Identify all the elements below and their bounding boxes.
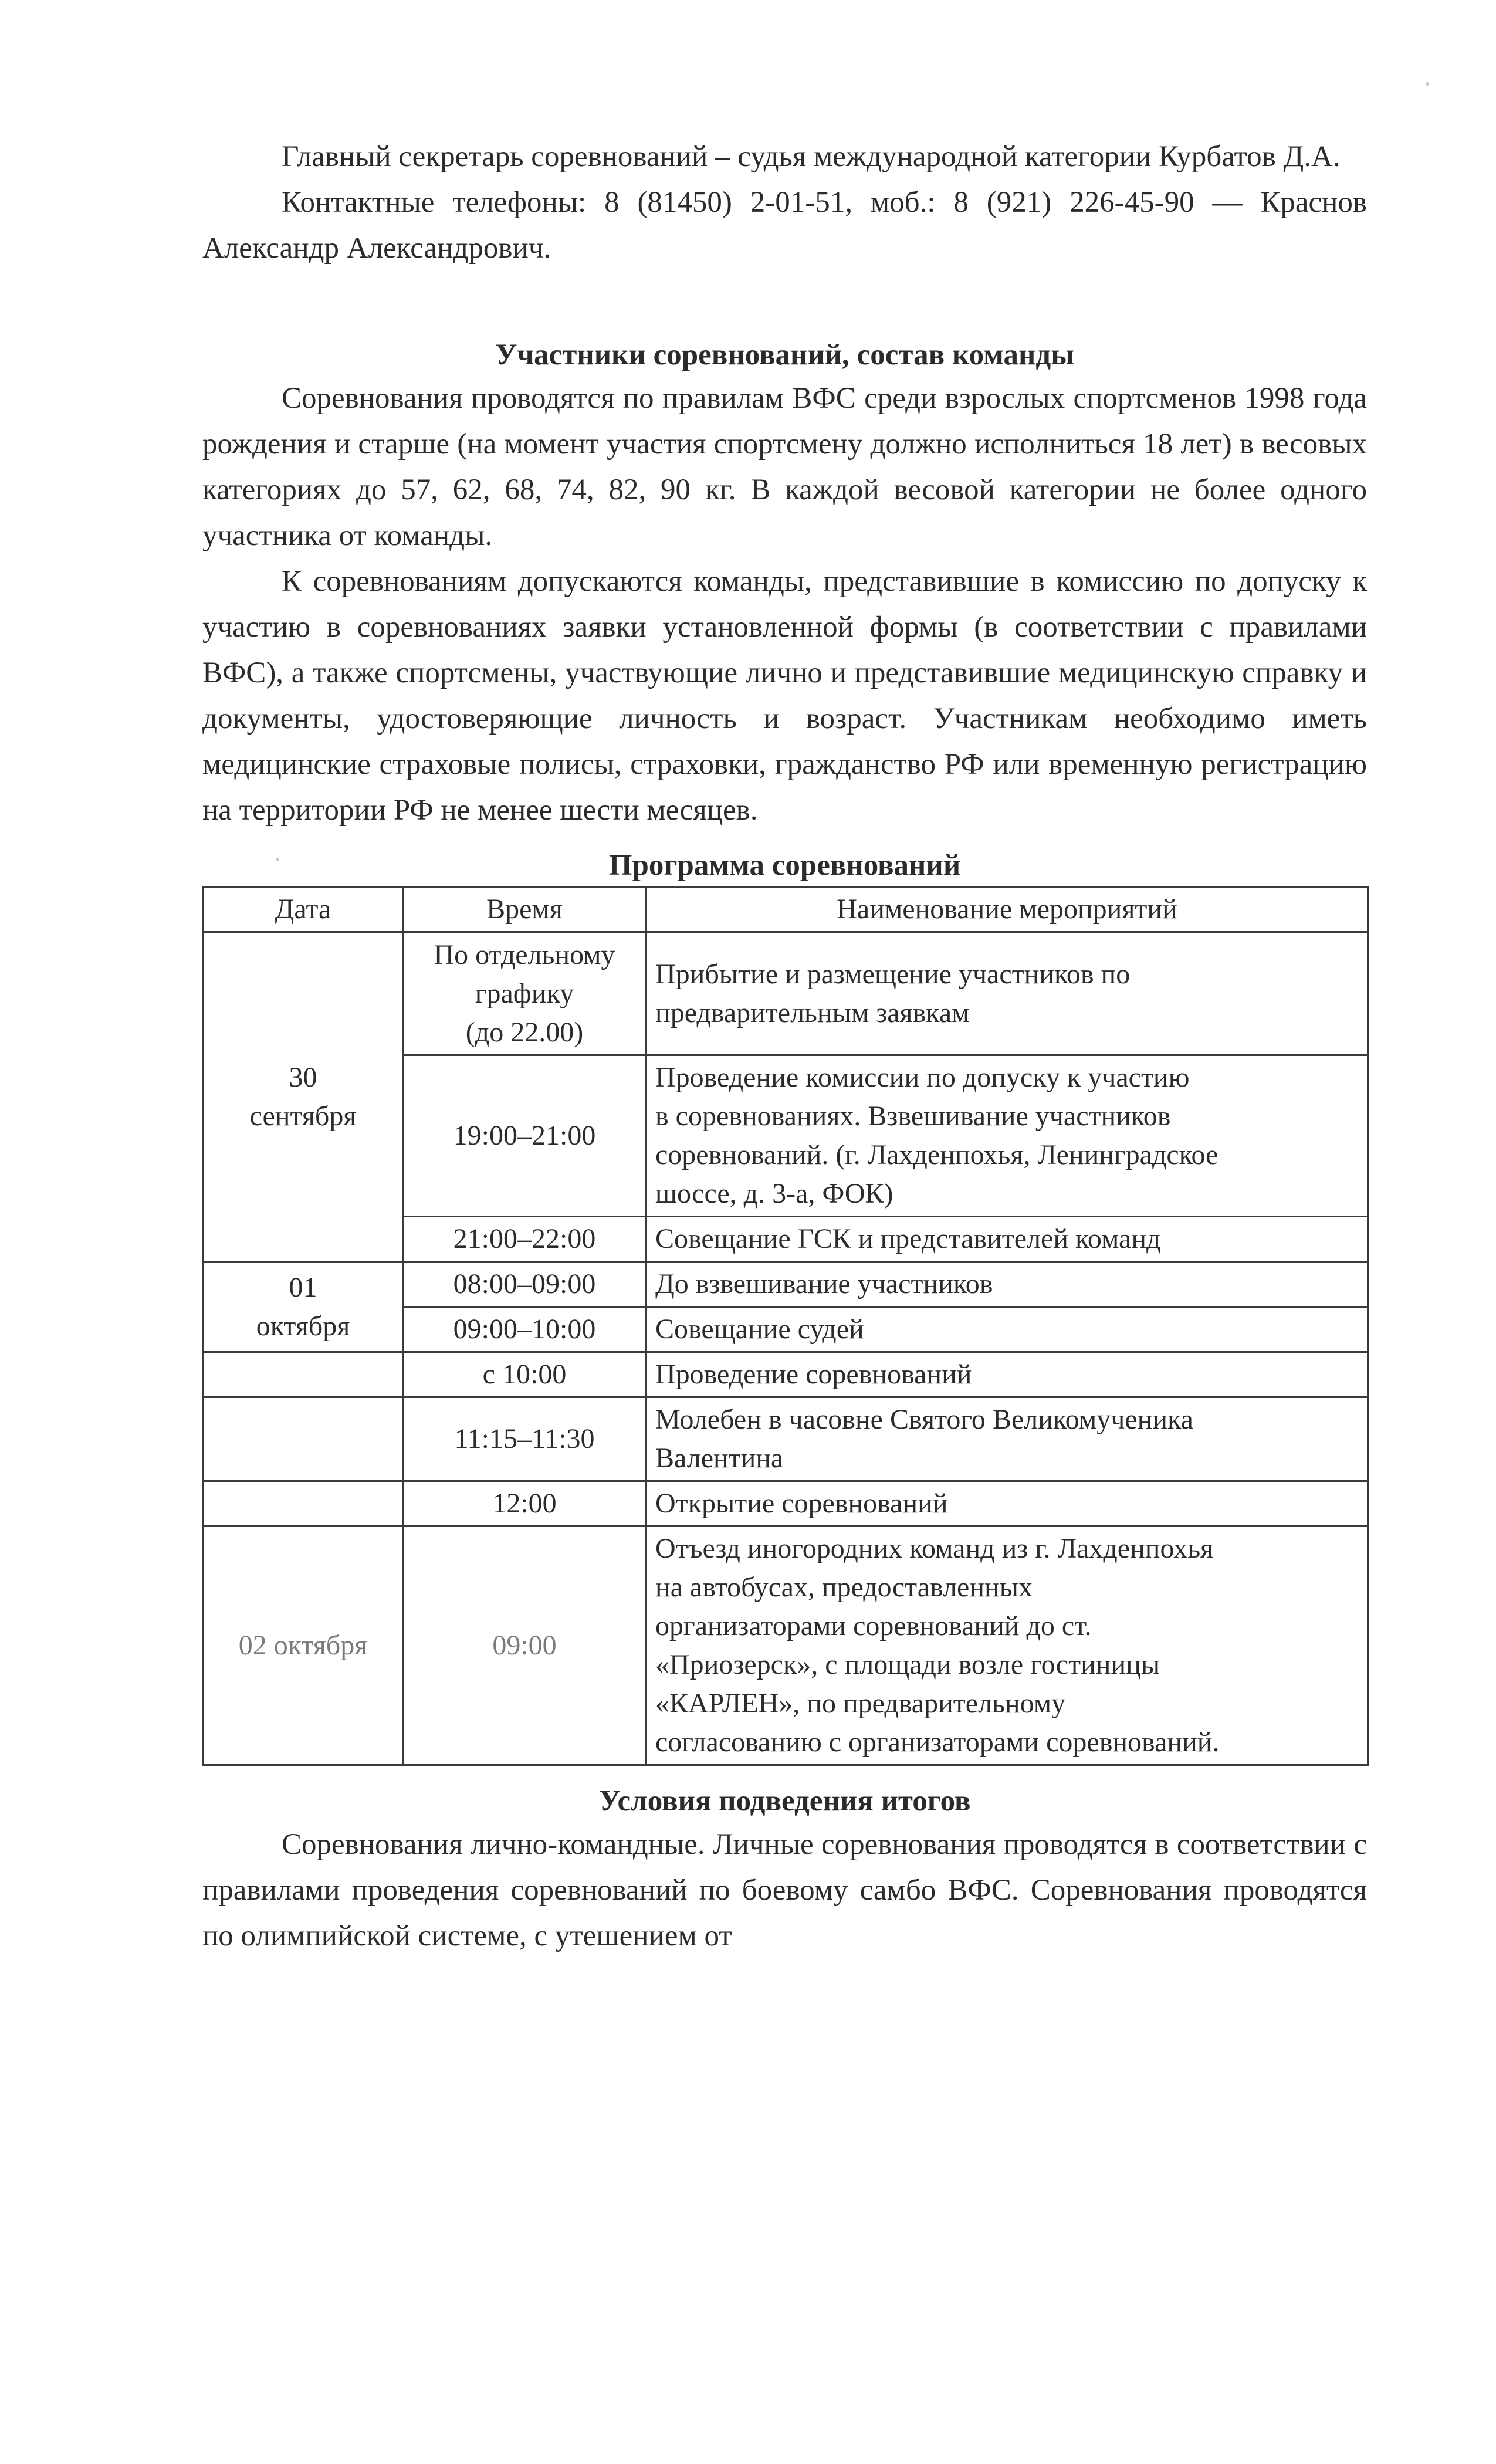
event-line: «КАРЛЕН», по предварительному (655, 1688, 1066, 1719)
date-cell (204, 1262, 403, 1352)
event-line: согласованию с организаторами соревнований. (655, 1727, 1220, 1758)
table-row (204, 1352, 1368, 1397)
date-cell (204, 1481, 403, 1527)
table-row (204, 1527, 1368, 1765)
time-cell: 09:00 (403, 1527, 647, 1765)
table-row (204, 932, 1368, 1055)
time-cell: 11:15–11:30 (403, 1397, 647, 1481)
scan-speck (1426, 82, 1429, 86)
time-cell: 21:00–22:00 (403, 1217, 647, 1262)
participants-section (202, 334, 1367, 833)
event-line: Молебен в часовне Святого Великомученика (655, 1404, 1193, 1435)
time-cell: 12:00 (403, 1481, 647, 1527)
date-cell (204, 1352, 403, 1397)
table-row (204, 1481, 1368, 1527)
time-line: (до 22.00) (465, 1016, 584, 1048)
table-header-row (204, 887, 1368, 932)
time-line: графику (475, 977, 574, 1009)
event-cell: Совещание судей (647, 1307, 1368, 1352)
time-cell: с 10:00 (403, 1352, 647, 1397)
program-table (202, 886, 1369, 1766)
event-cell: Открытие соревнований (647, 1481, 1368, 1527)
event-cell (647, 1055, 1368, 1217)
event-line: Отъезд иногородних команд из г. Лахденпохья (655, 1533, 1214, 1564)
column-header-event: Наименование мероприятий (647, 887, 1368, 932)
time-cell: 08:00–09:00 (403, 1262, 647, 1307)
program-heading-wrap (202, 845, 1367, 886)
event-line: «Приозерск», с площади возле гостиницы (655, 1649, 1160, 1680)
event-cell: Совещание ГСК и представителей команд (647, 1217, 1368, 1262)
time-cell (403, 932, 647, 1055)
time-cell: 09:00–10:00 (403, 1307, 647, 1352)
intro-section (202, 134, 1367, 271)
event-cell (647, 1397, 1368, 1481)
event-line: соревнований. (г. Лахденпохья, Ленинградское (655, 1139, 1219, 1170)
event-cell: Проведение соревнований (647, 1352, 1368, 1397)
column-header-date: Дата (204, 887, 403, 932)
event-line: в соревнованиях. Взвешивание участников (655, 1101, 1171, 1132)
date-cell (204, 1397, 403, 1481)
date-cell: 02 октября (204, 1527, 403, 1765)
results-paragraph: Соревнования лично-командные. Личные соревнования проводятся в соответствии с правилами проведения соревнований по боевому самбо ВФС. Соревнования проводятся по олимпийской системе, с утешением от (202, 1828, 1367, 1952)
program-heading: Программа соревнований (608, 849, 961, 882)
scan-speck (276, 858, 279, 861)
event-line: предварительным заявкам (655, 997, 970, 1028)
results-heading: Условия подведения итогов (598, 1785, 971, 1817)
event-line: на автобусах, предоставленных (655, 1572, 1033, 1603)
date-cell (204, 932, 403, 1262)
contact-phones-paragraph: Контактные телефоны: 8 (81450) 2-01-51, моб.: 8 (921) 226-45-90 — Краснов Александр Александрович. (202, 186, 1367, 265)
event-line: Валентина (655, 1443, 784, 1474)
date-month: сентября (249, 1100, 357, 1132)
date-day: 30 (289, 1061, 317, 1093)
event-line: организаторами соревнований до ст. (655, 1610, 1092, 1641)
participants-paragraph-rules: Соревнования проводятся по правилам ВФС среди взрослых спортсменов 1998 года рождения и старше (на момент участия спортсмену должно исполниться 18 лет) в весовых категориях до 57, 62, 68, 74, 82, 90 кг. В каждой весовой категории не более одного участника от команды. (202, 382, 1367, 552)
column-header-time: Время (403, 887, 647, 932)
event-cell: До взвешивание участников (647, 1262, 1368, 1307)
event-line: Проведение комиссии по допуску к участию (655, 1062, 1190, 1093)
time-line: По отдельному (434, 939, 615, 970)
event-line: Прибытие и размещение участников по (655, 958, 1131, 990)
chief-secretary-paragraph: Главный секретарь соревнований – судья международной категории Курбатов Д.А. (282, 140, 1341, 173)
participants-paragraph-admission: К соревнованиям допускаются команды, представившие в комиссию по допуску к участию в соревнованиях заявки установленной формы (в соответствии с правилами ВФС), а также спортсмены, участвующие лично и представившие медицинскую справку и документы, удостоверяющие личность и возраст. Участникам необходимо иметь медицинские страховые полисы, страховки, гражданство РФ или временную регистрацию на территории РФ не менее шести месяцев. (202, 565, 1367, 827)
results-section (202, 1781, 1367, 1959)
event-cell (647, 932, 1368, 1055)
event-cell (647, 1527, 1368, 1765)
date-month: октября (256, 1310, 350, 1342)
date-day: 01 (289, 1271, 317, 1303)
event-line: шоссе, д. 3-а, ФОК) (655, 1178, 893, 1209)
table-row (204, 1397, 1368, 1481)
participants-heading: Участники соревнований, состав команды (495, 339, 1075, 371)
table-row (204, 1262, 1368, 1307)
time-cell: 19:00–21:00 (403, 1055, 647, 1217)
